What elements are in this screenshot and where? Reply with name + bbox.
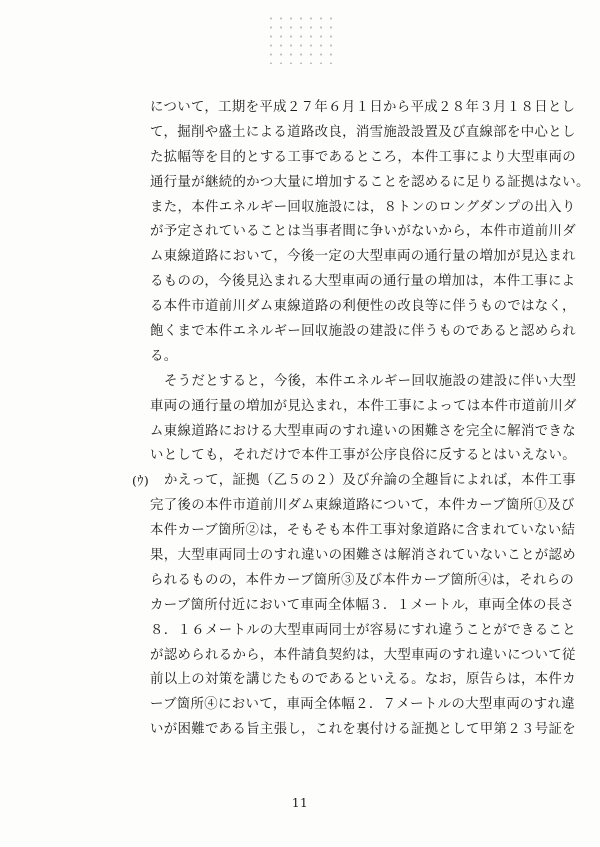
- text-line: 本件カーブ箇所②は，そもそも本件工事対象道路に含まれていない結: [150, 523, 576, 539]
- text-line: られるものの，本件カーブ箇所③及び本件カーブ箇所④は，それらの: [150, 572, 575, 588]
- text-line: 飽くまで本件エネルギー回収施設の建設に伴うものであると認められ: [150, 324, 576, 340]
- text-line: ８．１６メートルの大型車両同士が容易にすれ違うことができること: [150, 622, 576, 638]
- page-number: 11: [291, 796, 309, 810]
- text-line: 果，大型車両同士のすれ違いの困難さは解消されていないことが認め: [150, 548, 576, 564]
- text-line: 完了後の本件市道前川ダム東線道路について，本件カーブ箇所①及び: [150, 498, 575, 514]
- text-line: いとしても，それだけで本件工事が公序良俗に反するとはいえない。: [150, 448, 576, 464]
- item-u-first-line: [132, 469, 576, 494]
- text-line: が予定されていることは当事者間に争いがないから，本件市道前川ダ: [150, 224, 576, 240]
- item-marker: (ｳ): [132, 473, 150, 489]
- text-line: て，掘削や盛土による道路改良，消雪施設設置及び直線部を中心とし: [150, 124, 576, 140]
- text-line: また，本件エネルギー回収施設には，８トンのロングダンプの出入り: [150, 199, 576, 215]
- document-body: [132, 96, 590, 743]
- binding-hole-dots: [266, 14, 336, 64]
- text-line: ム東線道路における大型車両のすれ違いの困難さを完全に解消できな: [150, 423, 576, 439]
- text-line: た拡幅等を目的とする工事であるところ，本件工事により大型車両の: [150, 149, 576, 165]
- text-line: る。: [150, 348, 178, 364]
- text-line: かえって，証拠（乙５の２）及び弁論の全趣旨によれば，本件工事: [164, 473, 576, 489]
- text-line: るものの，今後見込まれる大型車両の通行量の増加は，本件工事によ: [150, 274, 576, 290]
- text-line: いが困難である旨主張し，これを裏付ける証拠として甲第２３号証を: [150, 722, 576, 738]
- text-line: カーブ箇所付近において車両全体幅３．１メートル，車両全体の長さ: [150, 597, 575, 613]
- text-line: ーブ箇所④において，車両全体幅２．７メートルの大型車両のすれ違: [150, 697, 576, 713]
- text-line: について，工期を平成２７年６月１日から平成２８年３月１８日とし: [150, 100, 576, 115]
- text-line: そうだとすると，今後，本件エネルギー回収施設の建設に伴い大型: [164, 373, 577, 389]
- text-line: が認められるから，本件請負契約は，大型車両のすれ違いについて従: [150, 647, 576, 663]
- text-line: 車両の通行量の増加が見込まれ，本件工事によっては本件市道前川ダ: [150, 398, 577, 414]
- text-line: 通行量が継続的かつ大量に増加することを認めるに足りる証拠はない。: [150, 174, 590, 190]
- text-line: ム東線道路において，今後一定の大型車両の通行量の増加が見込まれ: [150, 249, 576, 265]
- text-line: る本件市道前川ダム東線道路の利便性の改良等に伴うものではなく，: [150, 299, 576, 315]
- text-line: 前以上の対策を講じたものであるといえる。なお，原告らは，本件カ: [150, 672, 576, 688]
